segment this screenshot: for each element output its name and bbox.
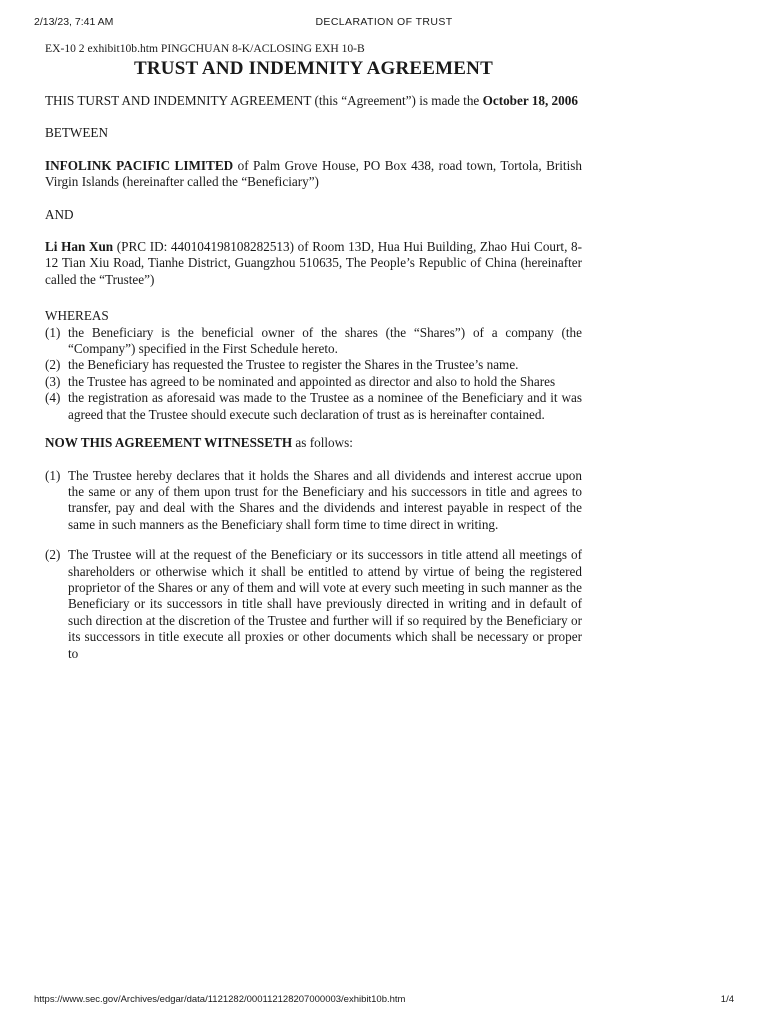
party-trustee (45, 239, 582, 288)
clause-number: (1) (45, 467, 61, 483)
recital-text: the Beneficiary has requested the Trustee to register the Shares in the Trustee’s name. (68, 357, 519, 373)
recital-item (45, 325, 582, 358)
witnesseth-rest: as follows: (292, 435, 353, 451)
clause-item (45, 468, 582, 534)
clause-number: (2) (45, 547, 61, 563)
exhibit-line: EX-10 2 exhibit10b.htm PINGCHUAN 8-K/ACLOSING EXH 10-B (45, 42, 365, 55)
recital-item (45, 390, 582, 423)
recital-item (45, 357, 582, 373)
party2-name: Li Han Xun (45, 239, 114, 255)
source-url: https://www.sec.gov/Archives/edgar/data/1121282/000112128207000003/exhibit10b.htm (34, 994, 406, 1005)
recital-text: the Trustee has agreed to be nominated and appointed as director and also to hold the Shares (68, 373, 556, 389)
between-heading: BETWEEN (45, 125, 108, 141)
recitals-list (45, 325, 582, 423)
witnesseth-heading: NOW THIS AGREEMENT WITNESSETH (45, 435, 293, 451)
recital-text: the Beneficiary is the beneficial owner of the shares (the “Shares”) of a company (the “Company”) specified in the First Schedule hereto. (68, 324, 582, 357)
page-number: 1/4 (720, 994, 734, 1005)
and-heading: AND (45, 206, 74, 222)
recital-text: the registration as aforesaid was made to the Trustee as a nominee of the Beneficiary and it was agreed that the Trustee should execute such declaration of trust as is hereinafter contained. (68, 390, 582, 422)
clauses-list (45, 468, 582, 662)
intro-text: THIS TURST AND INDEMNITY AGREEMENT (this “Agreement”) is made the (45, 93, 480, 108)
clause-text: The Trustee hereby declares that it holds the Shares and all dividends and interest accrue upon the same or any of them upon trust for the Beneficiary and his successors in title and agrees to transfer, pay and deal with the Shares and the dividends and interest payable in respect of the same in such manners as the Beneficiary shall form time to time direct in writing. (68, 467, 582, 532)
print-page-title: DECLARATION OF TRUST (315, 16, 453, 28)
party2-details: (PRC ID: 440104198108282513) of Room 13D, Hua Hui Building, Zhao Hui Court, 8-12 Tian Xiu Road, Tianhe District, Guangzhou 510635, The People’s Republic of China (hereinafter called the “Trustee”) (45, 239, 582, 287)
party-beneficiary (45, 158, 582, 191)
recital-number: (3) (45, 373, 61, 389)
document-title: TRUST AND INDEMNITY AGREEMENT (134, 58, 493, 79)
print-datetime: 2/13/23, 7:41 AM (34, 16, 114, 28)
recital-item (45, 374, 582, 390)
document-body (45, 42, 582, 676)
recital-number: (2) (45, 357, 61, 373)
print-footer (0, 994, 768, 1008)
recital-number: (1) (45, 324, 61, 340)
whereas-heading: WHEREAS (45, 308, 109, 324)
intro-paragraph (45, 93, 582, 109)
party1-name: INFOLINK PACIFIC LIMITED (45, 157, 234, 173)
witnesseth-paragraph (45, 435, 582, 451)
clause-text: The Trustee will at the request of the Beneficiary or its successors in title attend all meetings of shareholders or otherwise which it shall be entitled to attend by virtue of being the registered proprietor of the Shares or any of them and will vote at every such meeting in such manner as the Beneficiary or its successors in title shall have previously directed in writing and in default of such direction at the discretion of the Trustee and further will if so required by the Beneficiary or its successors in title execute all proxies or other documents which shall be necessary or proper to (68, 547, 582, 661)
agreement-date: October 18, 2006 (482, 93, 578, 108)
print-header (0, 16, 768, 30)
party1-details: of Palm Grove House, PO Box 438, road town, Tortola, British Virgin Islands (hereinafter called the “Beneficiary”) (45, 157, 582, 190)
recital-number: (4) (45, 390, 61, 406)
clause-item (45, 547, 582, 662)
